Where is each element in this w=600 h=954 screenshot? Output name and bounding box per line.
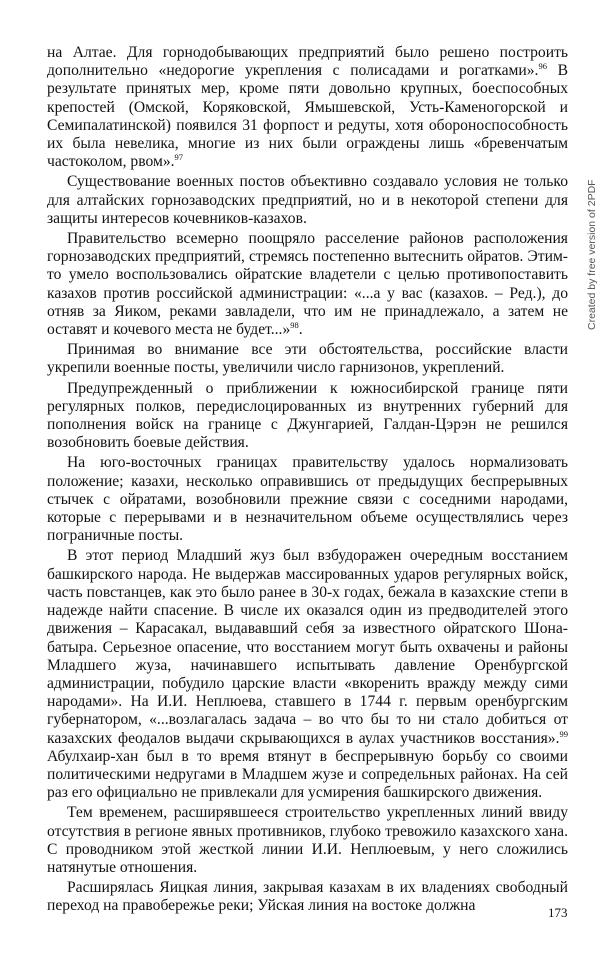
paragraph-7: В этот период Младший жуз был взбудоражен очередным восстанием башкирского народа. Не выдержав массированных ударов регулярных войск, часть повстанцев, как это было ранее в 30-х годах, бежала в казахские степи в надежде найти спасение. В числе их оказался один из предводителей этого движения – Карасакал, выдававший себя за известного ойратского Шона-батыра. Серьезное опасение, что восстанием могут быть охвачены и районы Младшего жуза, начинавшего испытывать давление Оренбургской администрации, побудило царские власти «вкоренить вражду между сими народами». На И.И. Неплюева, ставшего в 1744 г. первым оренбургским губернатором, «...возлагалась задача – во что бы то ни стало добиться от казахских феодалов выдачи скрывающихся в аулах участников восстания».$^{99}$ Абулхаир-хан был в то время втянут в беспрерывную борьбу со своими политическими недругами в Младшем жузе и сопредельных районах. На сей раз его официально не привлекали для усмирения башкирского движения. xyxy=(47,547,568,802)
paragraph-9: Расширялась Яицкая линия, закрывая казахам в их владениях свободный переход на правобережье реки; Уйская линия на востоке должна xyxy=(47,879,568,915)
footnote-ref-99[interactable]: 99 xyxy=(559,728,568,739)
paragraph-2: Существование военных постов объективно создавало условия не только для алтайских горнозаводских предприятий, но и в некоторой степени для защиты интересов кочевников-казахов. xyxy=(47,173,568,227)
footnote-ref-96[interactable]: 96 xyxy=(538,61,547,72)
paragraph-8: Тем временем, расширявшееся строительство укрепленных линий ввиду отсутствия в регионе явных противников, глубоко тревожило казахского хана. С проводником этой жесткой линии И.И. Неплюевым, у него сложились натянутые отношения. xyxy=(47,804,568,876)
page-body xyxy=(47,44,568,916)
paragraph-4: Принимая во внимание все эти обстоятельства, российские власти укрепили военные посты, увеличили число гарнизонов, укреплений. xyxy=(47,341,568,377)
footnote-ref-97[interactable]: 97 xyxy=(174,152,184,163)
paragraph-5: Предупрежденный о приближении к южносибирской границе пяти регулярных полков, передислоцированных из внутренних губерний для пополнения войск на границе с Джунгарией, Галдан-Цэрэн не решился возобновить боевые действия. xyxy=(47,379,568,452)
paragraph-3: Правительство всемерно поощряло расселение районов расположения горнозаводских предприятий, стремясь постепенно вытеснить ойратов. Этим-то умело воспользовались ойратские владетели с целью противопоставить казахов против российской администрации: «...а у вас (казахов. – Ред.), до отняв за Яиком, реками завладели, что им не принадлежало, а затем не оставят и кочевого места не будет...»$^{98}$. xyxy=(47,230,568,339)
paragraph-1: на Алтае. Для горнодобывающих предприятий было решено построить дополнительно «недорогие укрепления с полисадами и рогатками».$^{96}$ В результате принятых мер, кроме пяти довольно крупных, боеспособных крепостей (Омской, Коряковской, Ямышевской, Усть-Каменогорской и Семипалатинской) появился 31 форпост и редуты, хотя обороноспособность их была невелика, многие из них были ограждены лишь «бревенчатым частоколом, рвом».$^{97}$ xyxy=(47,44,568,171)
footnote-ref-98[interactable]: 98 xyxy=(290,319,299,330)
paragraph-6: На юго-восточных границах правительству удалось нормализовать положение; казахи, несколько оправившись от предыдущих беспрерывных стычек с ойратами, возобновили прежние связи с соседними народами, которые с перерывами и в незначительном объеме осуществлялись через пограничные посты. xyxy=(47,454,568,545)
page-number: 173 xyxy=(548,905,568,920)
